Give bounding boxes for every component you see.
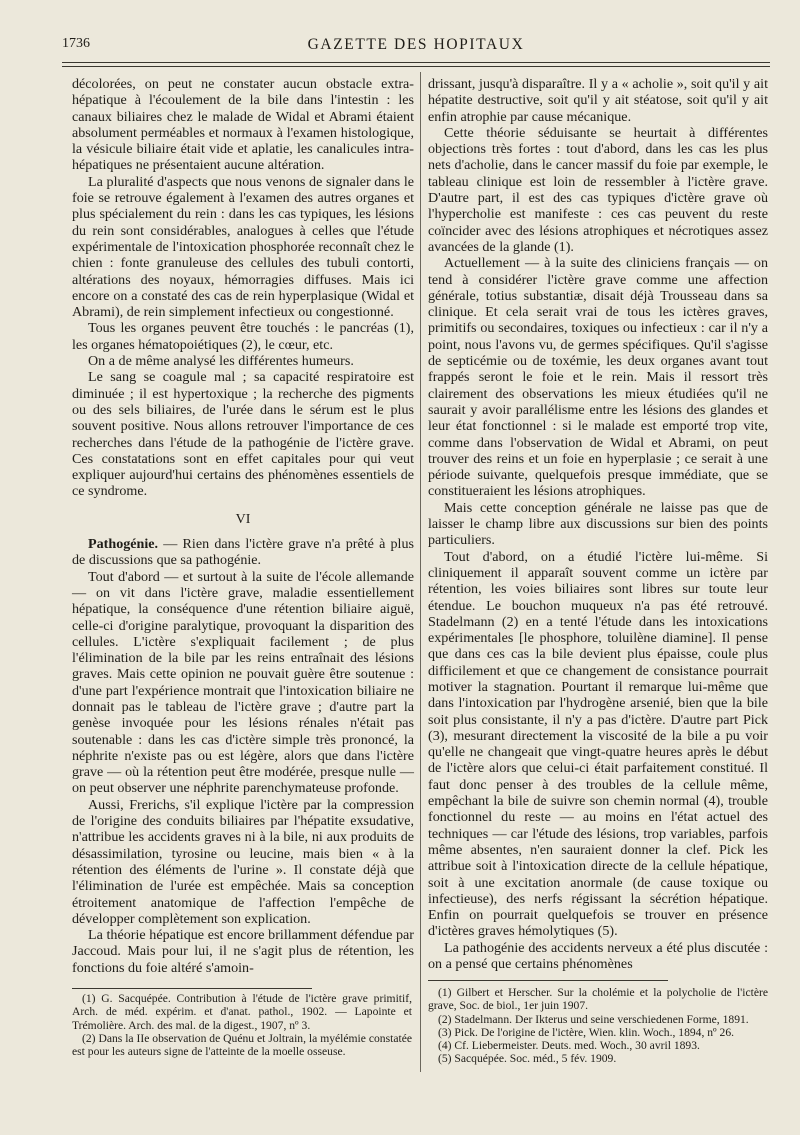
section-heading: Pathogénie. xyxy=(88,536,159,553)
paragraph: Tous les organes peuvent être touchés : le pancréas (1), les organes hématopoiétiques (2), le cœur, etc. xyxy=(72,320,414,353)
footnote: (2) Stadelmann. Der Ikterus und seine verschiedenen Forme, 1891. xyxy=(438,1012,749,1026)
journal-title: GAZETTE DES HOPITAUX xyxy=(307,36,525,53)
footnote-rule xyxy=(428,980,668,981)
paragraph: On a de même analysé les différentes humeurs. xyxy=(88,353,354,370)
paragraph: Mais cette conception générale ne laisse pas que de laisser le champ libre aux discussions sur bien des points particuliers. xyxy=(428,499,768,549)
header-rule xyxy=(62,62,770,63)
paragraph: La pathogénie des accidents nerveux a été plus discutée : on a pensé que certains phénomènes xyxy=(428,939,768,973)
footnote: (1) G. Sacquépée. Contribution à l'étude de l'ictère grave primitif, Arch. de méd. expérim. et d'anat. pathol., 1902. — Lapointe et Trémolière. Arch. des mal. de la digest., 1907, nº 3. xyxy=(72,992,412,1032)
paragraph: Cette théorie séduisante se heurtait à différentes objections très fortes : tout d'abord, dans les cas les plus nets d'acholie, dans le cancer massif du foie par exemple, le tableau clinique est loin de ressembler à l'ictère grave. D'autre part, il est des cas typiques d'ictère grave où l'hypercholie est manifeste : ces cas peuvent du reste coïncider avec des lésions atrophiques et nécrotiques assez avancées de la glande (1). xyxy=(428,124,768,255)
footnote: (3) Pick. De l'origine de l'ictère, Wien. klin. Woch., 1894, nº 26. xyxy=(438,1025,735,1039)
footnote: (5) Sacquépée. Soc. méd., 5 fév. 1909. xyxy=(438,1052,617,1066)
paragraph: Aussi, Frerichs, s'il explique l'ictère par la compression de l'origine des conduits biliaires par l'hépatite exsudative, n'attribue les accidents graves ni à la bile, ni aux produits de désassimilation, tyrosine ou leucine, mais bien « à la rétention des éléments de l'urine ». Il constate déjà que l'élimination de l'urée est empêchée. Mais sa conception étroitement anatomique de l'affection l'empêche de développer complètement son explication. xyxy=(72,796,414,927)
footnote: (1) Gilbert et Herscher. Sur la cholémie et la polycholie de l'ictère grave, Soc. de biol., 1er juin 1907. xyxy=(428,986,768,1013)
paragraph: drissant, jusqu'à disparaître. Il y a « acholie », soit qu'il y ait hépatite destructive, soit qu'il y ait stéatose, soit qu'il y ait enfin atrophie par cause mécanique. xyxy=(428,76,768,125)
paragraph: Tout d'abord — et surtout à la suite de l'école allemande — on vit dans l'ictère grave, maladie essentiellement hépatique, la conséquence d'une rétention biliaire aiguë, celle-ci d'origine paralytique, provoquant la disparition des cellules. L'ictère s'expliquait facilement ; de plus l'élimination de la bile par les reins entraînait des lésions graves. Mais cette opinion ne pouvait guère être soutenue : d'une part l'expérience montrait que l'intoxication biliaire ne donnait pas le tableau de l'ictère grave ; d'autre part la genèse invoquée pour les lésions rénales n'était pas soutenable : dans les cas d'ictère simple très prononcé, la néphrite n'existe pas ou est légère, alors que dans l'ictère grave — où la rétention peut être modérée, presque nulle — on peut observer une néphrite parenchymateuse profonde. xyxy=(72,568,414,797)
right-footnotes xyxy=(428,986,768,1066)
page-header xyxy=(62,34,770,56)
right-column xyxy=(428,76,768,972)
paragraph: La pluralité d'aspects que nous venons de signaler dans le foie se retrouve également à l'examen des autres organes et plus spécialement du rein : dans les cas typiques, les lésions du rein sont considérables, analogues à celles que l'étude expérimentale de l'intoxication phosphorée reconnaît chez le chien : fonte granuleuse des cellules des tubuli contorti, altérations des noyaux, hémorragies diffuses. Mais ici encore on a constaté des cas de rein hyperplasique (Widal et Abrami), de rein simplement infectieux ou congestionné. xyxy=(72,173,414,321)
section-number: VI xyxy=(235,511,251,527)
section-heading-text: — Rien dans l'ictère grave n'a prêté à plus de discussions que sa pathogénie. xyxy=(72,536,414,569)
paragraph: Tout d'abord, on a étudié l'ictère lui-même. Si cliniquement il apparaît souvent comme un ictère par rétention, les voies biliaires sont libres sur toute leur étendue. Le bouchon muqueux n'a pas été retrouvé. Stadelmann (2) en a tenté l'étude dans les intoxications expérimentales [le phosphore, toluilène diamine]. Il pense que dans ces cas la bile devient plus épaisse, coule plus difficilement et que ce changement de consistance pourrait motiver la stagnation. Pourtant il remarque lui-même que dans l'intoxication par l'hydrogène arsenié, bien que la bile soit plus consistante, il n'y a pas d'ictère. D'autre part Pick (3), mesurant directement la viscosité de la bile a pu voir qu'elle ne changeait que vingt-quatre heures après le début de l'ictère alors que celui-ci était parfaitement constitué. Il faut donc penser à des troubles de la cellule même, empêchant la bile de suivre son chemin normal (4), trouble fonctionnel du reste — au moins en l'état actuel des techniques — car l'étude des lésions, trop variables, parfois même absentes, n'en sauraient donner la clef. Pick les attribue soit à l'intoxication directe de la cellule hépatique, soit à une excitation anormale (de cause toxique ou infectieuse), des nerfs régissant la sécrétion hépatique. Enfin on pourrait quelquefois se trouver en présence d'ictères graves hémolytiques (5). xyxy=(428,548,768,940)
footnote: (2) Dans la IIe observation de Quénu et Joltrain, la myélémie constatée est pour les auteurs signe de l'atteinte de la moelle osseuse. xyxy=(72,1031,412,1059)
left-footnotes xyxy=(72,992,412,1058)
column-divider xyxy=(420,72,421,1072)
paragraph: Le sang se coagule mal ; sa capacité respiratoire est diminuée ; il est hypertoxique ; la recherche des pigments ou des sels biliaires, de l'urée dans le sérum est le plus souvent positive. Nous allons retrouver l'importance de ces recherches dans l'étude de la pathogénie de l'ictère grave. Ces constatations sont en effet capitales pour qui veut expliquer aujourd'hui certains des phénomènes essentiels de ce syndrome. xyxy=(72,369,414,500)
paragraph: Actuellement — à la suite des cliniciens français — on tend à considérer l'ictère grave comme une affection générale, totius substantiæ, disait déjà Trousseau dans sa clinique. Et cela serait vrai de tous les ictères graves, primitifs ou secondaires, toxiques ou infectieux : car il n'y a point, nous l'avons vu, de germes spécifiques. Qu'il s'agisse de septicémie ou de toxémie, les deux organes avant tout frappés seront le foie et le rein. Mais il ressort très clairement des observations les mieux étudiées qu'il ne saurait y avoir parallélisme entre les lésions des glandes et leur état fonctionnel : si le malade est emporté trop vite, comme dans l'observation de Widal et Abrami, on peut trouver des reins et un foie en hyperplasie ; ce serait à une période suivante, quelquefois presque immédiate, que se constitueraient les lésions atrophiques. xyxy=(428,255,768,500)
header-rule-thin xyxy=(62,66,770,67)
footnote: (4) Cf. Liebermeister. Deuts. med. Woch., 30 avril 1893. xyxy=(438,1039,700,1053)
paragraph xyxy=(72,536,414,569)
left-column xyxy=(72,76,414,976)
footnote-rule xyxy=(72,988,312,989)
paragraph: décolorées, on peut ne constater aucun obstacle extra-hépatique à l'écoulement de la bile dans l'intestin : les canaux biliaires chez le malade de Widal et Abrami étaient absolument perméables et normaux à l'examen histologique, la vésicule biliaire était vide et aplatie, les canalicules intra-hépatiques ne présentaient aucune altération. xyxy=(72,76,414,174)
paragraph: La théorie hépatique est encore brillamment défendue par Jaccoud. Mais pour lui, il ne s'agit plus de rétention, les fonctions du foie altéré s'amoin- xyxy=(72,927,414,976)
page-number: 1736 xyxy=(62,36,90,51)
